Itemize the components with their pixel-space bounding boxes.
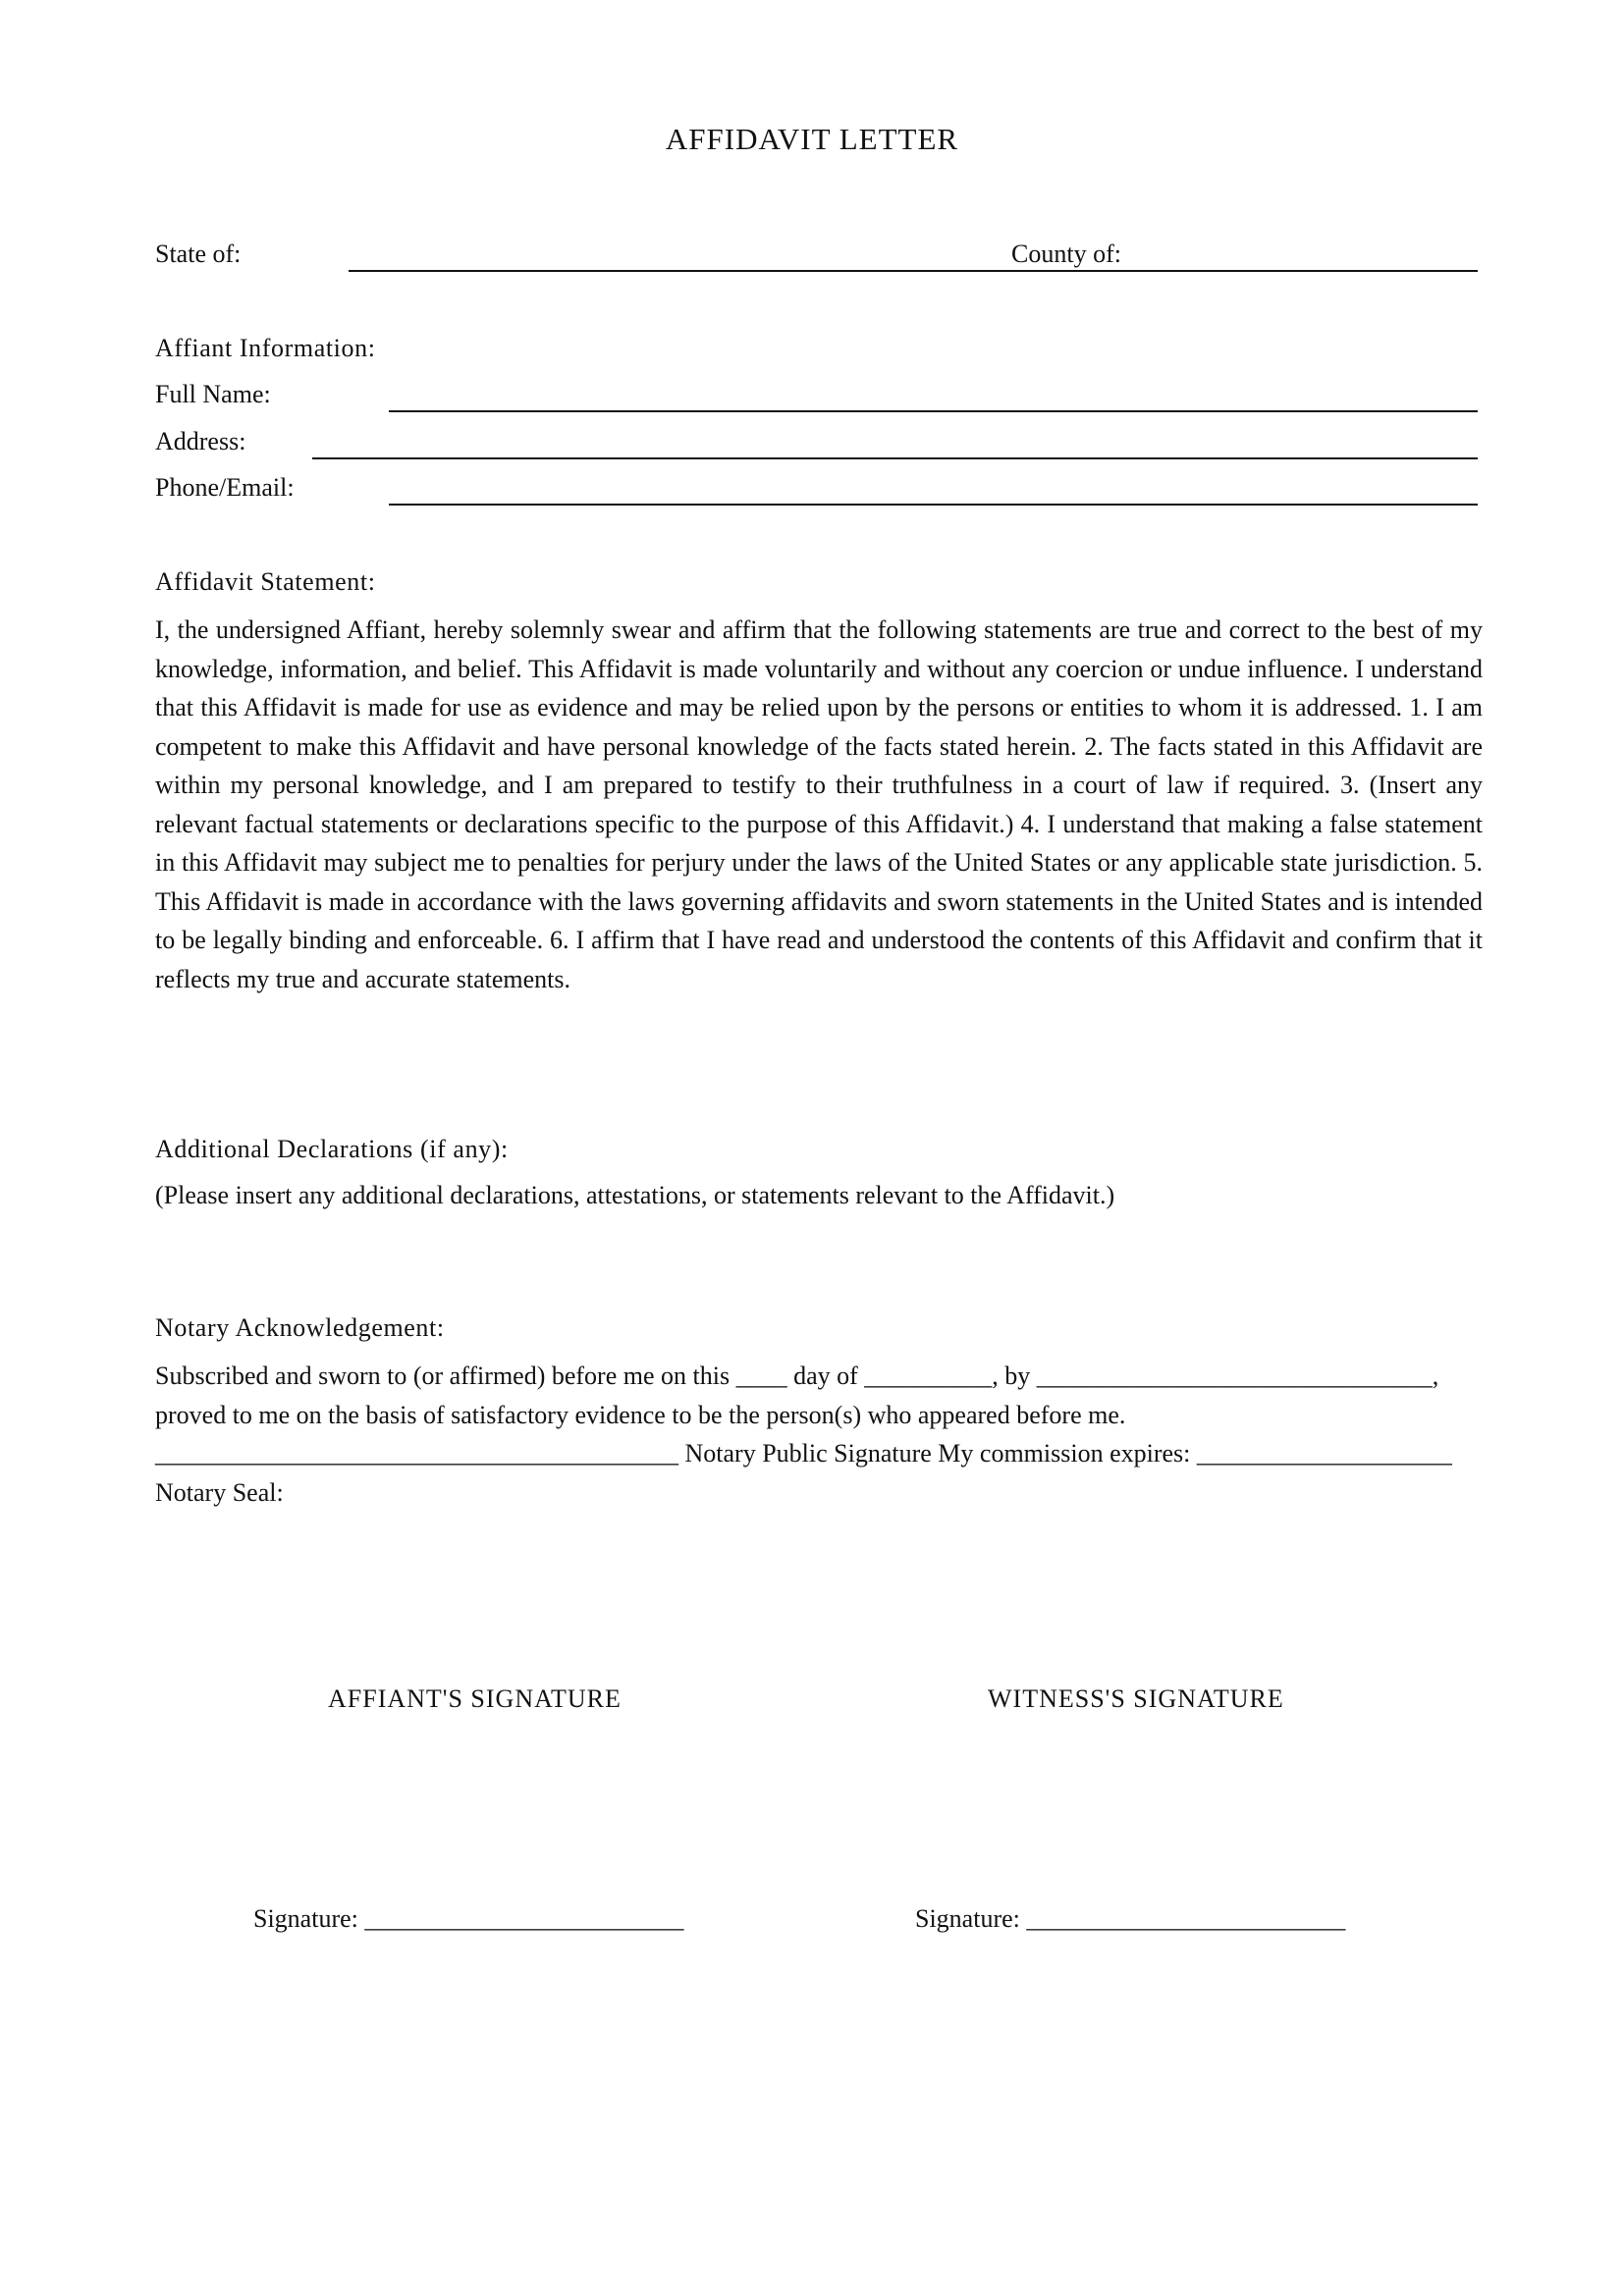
- state-county-line: [349, 270, 1478, 272]
- witness-signature-line[interactable]: Signature: _________________________: [915, 1904, 1346, 1933]
- phone-email-line[interactable]: [389, 504, 1478, 506]
- statement-body: I, the undersigned Affiant, hereby solemnly swear and affirm that the following statements are true and correct to the best of my knowledge, information, and belief. This Affidavit is made voluntarily and without any coercion or undue influence. I understand that this Affidavit is made for use as evidence and may be relied upon by the persons or entities to whom it is addressed. 1. I am competent to make this Affidavit and have personal knowledge of the facts stated herein. 2. The facts stated in this Affidavit are within my personal knowledge, and I am prepared to testify to their truthfulness in a court of law if required. 3. (Insert any relevant factual statements or declarations specific to the purpose of this Affidavit.) 4. I understand that making a false statement in this Affidavit may subject me to penalties for perjury under the laws of the United States or any applicable state jurisdiction. 5. This Affidavit is made in accordance with the laws governing affidavits and sworn statements in the United States and is intended to be legally binding and enforceable. 6. I affirm that I have read and understood the contents of this Affidavit and confirm that it reflects my true and accurate statements.: [155, 615, 1483, 993]
- document-title: AFFIDAVIT LETTER: [665, 122, 959, 156]
- address-line[interactable]: [312, 457, 1478, 459]
- address-label: Address:: [155, 427, 246, 455]
- notary-body: Subscribed and sworn to (or affirmed) before me on this ____ day of __________, by _______________________________, proved to me on the basis of satisfactory evidence to be the person(s) who appeared before me. _________________________________________ Notary Public Signature My commission expires: ____________________ Notary Seal:: [155, 1362, 1452, 1507]
- phone-email-label: Phone/Email:: [155, 473, 295, 502]
- affiant-signature-line[interactable]: Signature: _________________________: [253, 1904, 684, 1933]
- additional-declarations-body: (Please insert any additional declarations, attestations, or statements relevant to the Affidavit.): [155, 1181, 1115, 1209]
- witness-signature-heading: WITNESS'S SIGNATURE: [988, 1684, 1284, 1713]
- notary-heading: Notary Acknowledgement:: [155, 1313, 445, 1342]
- state-label: State of:: [155, 240, 242, 268]
- full-name-line[interactable]: [389, 410, 1478, 412]
- full-name-label: Full Name:: [155, 380, 271, 408]
- affiant-signature-heading: AFFIANT'S SIGNATURE: [328, 1684, 622, 1713]
- additional-declarations-heading: Additional Declarations (if any):: [155, 1135, 509, 1163]
- county-label: County of:: [1011, 240, 1125, 269]
- statement-heading: Affidavit Statement:: [155, 567, 376, 596]
- affiant-info-heading: Affiant Information:: [155, 334, 376, 362]
